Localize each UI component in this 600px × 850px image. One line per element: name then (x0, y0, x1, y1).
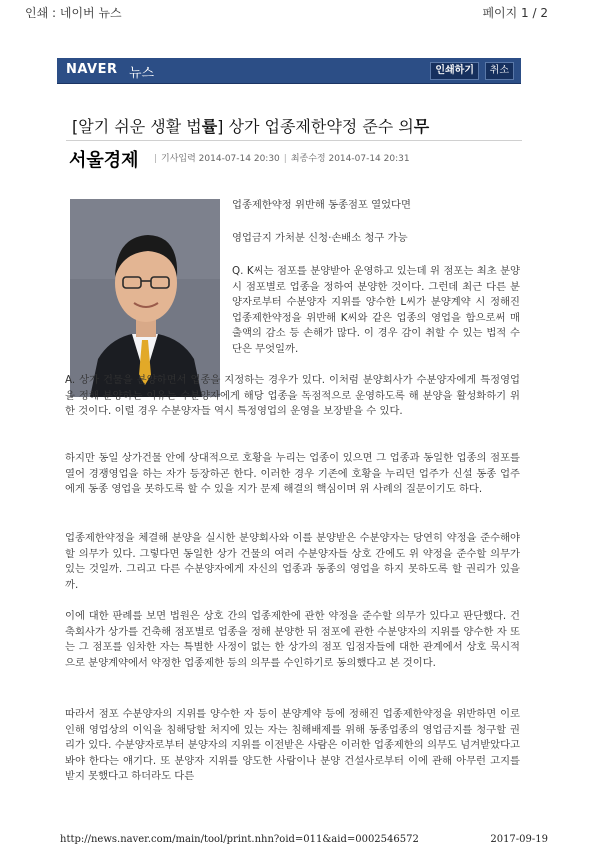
footer-date: 2017-09-19 (490, 834, 548, 845)
body-paragraph-3: 업종제한약정을 체결해 분양을 실시한 분양회사와 이를 분양받은 수분양자는 당연히 약정을 준수해야 할 의무가 있다. 그렇다면 동일한 상가 건물의 여러 수분양자들 상호 간에도 위 약정을 준수할 의무가 있는 것일까. 그리고 다른 수분양자에게 자신의 업종과 동종의 영업을 하지 못하도록 할 권리가 있을까. (65, 532, 520, 591)
portrait-image (70, 199, 220, 397)
headline-divider (66, 140, 522, 141)
print-header-title: 인쇄 : 네이버 뉴스 (25, 6, 122, 20)
print-button[interactable]: 인쇄하기 (430, 62, 479, 80)
headline-prefix: [알기 쉬운 생활 법 (72, 117, 202, 136)
published-time: 기사입력 2014-07-14 20:30 (161, 154, 280, 164)
headline-bold-1: 률 (201, 117, 218, 136)
lead-line-2: 영업금지 가처분 신청·손배소 청구 가능 (232, 232, 408, 244)
naver-logo[interactable]: NAVER (66, 62, 118, 77)
news-section-label[interactable]: 뉴스 (129, 66, 155, 81)
author-photo (70, 199, 220, 397)
press-name[interactable]: 서울경제 (69, 150, 139, 171)
naver-news-bar (57, 58, 521, 84)
answer-paragraph: A. 상가 건물을 분양하면서 업종을 지정하는 경우가 있다. 이처럼 분양회사가 수분양자에게 특정영업을 정해 분양하는 이유는 수분양자에게 해당 업종을 독점적으로 운영하도록 해 분양을 활성화하기 위한 것이다. 이럴 경우 수분양자들 역시 특정영업의 운영을 보장받을 수 있다. (65, 374, 520, 418)
article-meta: | 기사입력 2014-07-14 20:30 | 최종수정 2014-07-14 20:31 (154, 154, 410, 164)
cancel-button[interactable]: 취소 (485, 62, 514, 80)
headline-middle: ] 상가 업종제한약정 준수 의 (217, 117, 414, 136)
article-headline (72, 114, 512, 137)
page-indicator: 페이지 1 / 2 (482, 6, 548, 20)
body-paragraph-4: 이에 대한 판례를 보면 법원은 상호 간의 업종제한에 관한 약정을 준수할 의무가 있다고 판단했다. 건축회사가 상가를 건축해 점포별로 업종을 정해 분양한 뒤 점포에 관한 수분양자의 지위를 양수한 자 또는 그 점포를 임차한 자는 특별한 사정이 없는 한 상가의 점포 입점자들에 대한 관계에서 상호 묵시적으로 분양계약에서 약정한 업종제한 등의 의무를 수인하기로 동의했다고 본 것이다. (65, 610, 520, 669)
modified-time: 최종수정 2014-07-14 20:31 (290, 154, 410, 164)
headline-bold-2: 무 (413, 117, 430, 136)
body-paragraph-5: 따라서 점포 수분양자의 지위를 양수한 자 등이 분양계약 등에 정해진 업종제한약정을 위반하면 이로 인해 영업상의 이익을 침해당할 처지에 있는 자는 침해배제를 위해 동종업종의 영업금지를 청구할 권리가 있다. 수분양자로부터 분양자의 지위를 이전받은 사람은 이러한 업종제한의 의무도 넘겨받았다고 봐야 한다는 얘기다. 또 분양자 지위를 양도한 사람이나 분양 건설사로부터 이에 관해 아무런 고지를 받지 못했다고 하더라도 다른 (65, 708, 520, 783)
footer-url: http://news.naver.com/main/tool/print.nhn?oid=011&aid=0002546572 (60, 834, 419, 845)
question-paragraph: Q. K씨는 점포를 분양받아 운영하고 있는데 위 점포는 최초 분양시 점포별로 업종을 정하여 분양한 것이다. 그런데 최근 다른 분양자로부터 수분양자 지위를 양수한 L씨가 분양계약 시 정해진 업종제한약정을 위반해 K씨와 같은 업종의 영업을 함으로써 매출액의 감소 등 손해가 많다. 이 경우 감이 취할 수 있는 법적 수단은 무엇일까. (232, 265, 520, 355)
lead-line-1: 업종제한약정 위반해 동종점포 열었다면 (232, 199, 411, 211)
body-paragraph-2: 하지만 동일 상가건물 안에 상대적으로 호황을 누리는 업종이 있으면 그 업종과 동일한 업종의 점포를 열어 경쟁영업을 하는 자가 등장하곤 한다. 이러한 경우 기존에 호황을 누리던 업주가 신설 동종 업주에게 동종 영업을 못하도록 할 수 있을 지가 문제 해결의 핵심이며 위 사례의 질문이기도 하다. (65, 452, 520, 496)
